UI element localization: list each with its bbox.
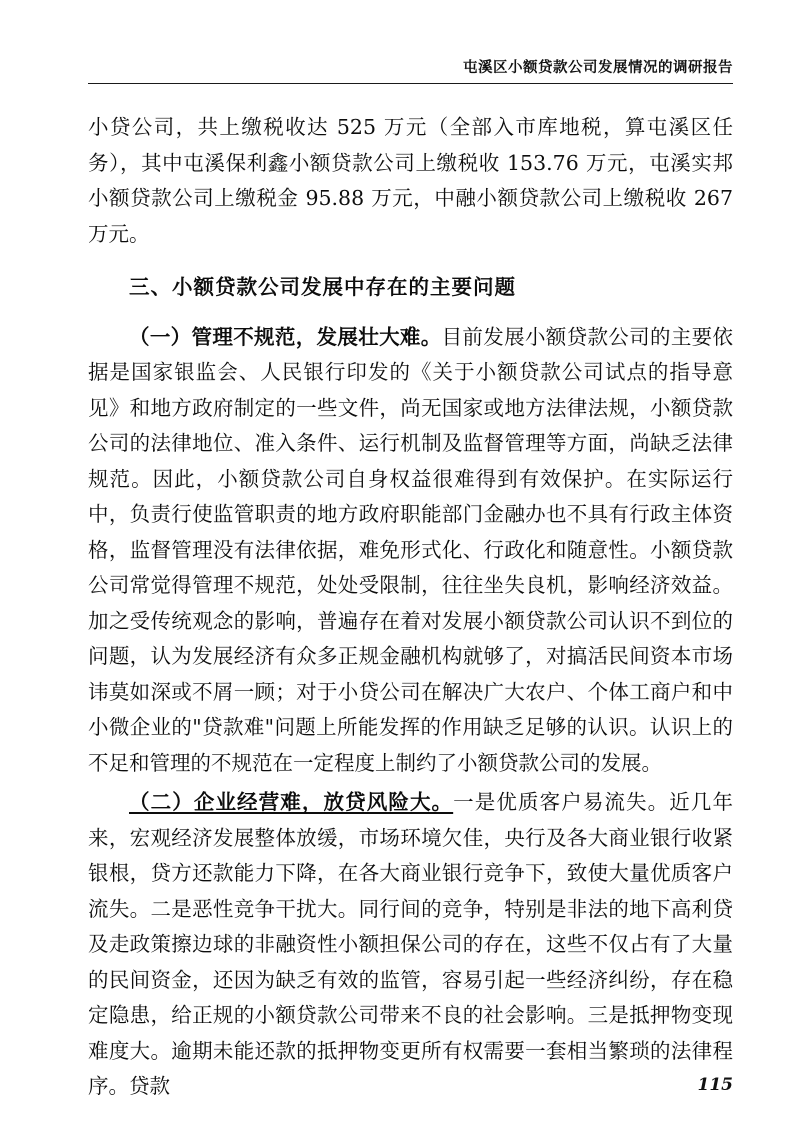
running-header: 屯溪区小额贷款公司发展情况的调研报告 (463, 59, 733, 76)
header-divider (88, 83, 733, 84)
paragraph-lead-operation-risk: （二）企业经营难，放贷风险大。 (129, 790, 454, 814)
paragraph-operation-risk (88, 785, 733, 1105)
document-body (88, 110, 733, 1105)
page-content-area (88, 56, 734, 1098)
paragraph-text-management: 目前发展小额贷款公司的主要依据是国家银监会、人民银行印发的《关于小额贷款公司试点的指导意见》和地方政府制定的一些文件，尚无国家或地方法律法规，小额贷款公司的法律地位、准入条件、运行机制及监督管理等方面，尚缺乏法律规范。因此，小额贷款公司自身权益很难得到有效保护。在实际运行中，负责行使监管职责的地方政府职能部门金融办也不具有行政主体资格，监督管理没有法律依据，难免形式化、行政化和随意性。小额贷款公司常觉得管理不规范，处处受限制，往往坐失良机，影响经济效益。加之受传统观念的影响，普遍存在着对发展小额贷款公司认识不到位的问题，认为发展经济有众多正规金融机构就够了，对搞活民间资本市场讳莫如深或不屑一顾；对于小贷公司在解决广大农户、个体工商户和中小微企业的"贷款难"问题上所能发挥的作用缺乏足够的认识。认识上的不足和管理的不规范在一定程度上制约了小额贷款公司的发展。 (88, 324, 734, 775)
paragraph-lead-management: （一）管理不规范，发展壮大难。 (129, 324, 442, 349)
section-heading: 三、小额贷款公司发展中存在的主要问题 (129, 275, 516, 299)
paragraph-text-operation-risk: 一是优质客户易流失。近几年来，宏观经济发展整体放缓，市场环境欠佳，央行及各大商业银行收紧银根，贷方还款能力下降，在各大商业银行竞争下，致使大量优质客户流失。二是恶性竞争干扰大。同行间的竞争，特别是非法的地下高利贷及走政策擦边球的非融资性小额担保公司的存在，这些不仅占有了大量的民间资金，还因为缺乏有效的监管，容易引起一些经济纠纷，存在稳定隐患，给正规的小额贷款公司带来不良的社会影响。三是抵押物变现难度大。逾期未能还款的抵押物变更所有权需要一套相当繁琐的法律程序。贷款 (88, 790, 734, 1098)
page-number: 115 (697, 1075, 733, 1095)
paragraph-continuation: 小贷公司，共上缴税收达 525 万元（全部入市库地税，算屯溪区任务），其中屯溪保利鑫小额贷款公司上缴税收 153.76 万元，屯溪实邦小额贷款公司上缴税金 95.88 万元，中融小额贷款公司上缴税收 267 万元。 (88, 115, 733, 246)
paragraph-management (88, 320, 733, 782)
